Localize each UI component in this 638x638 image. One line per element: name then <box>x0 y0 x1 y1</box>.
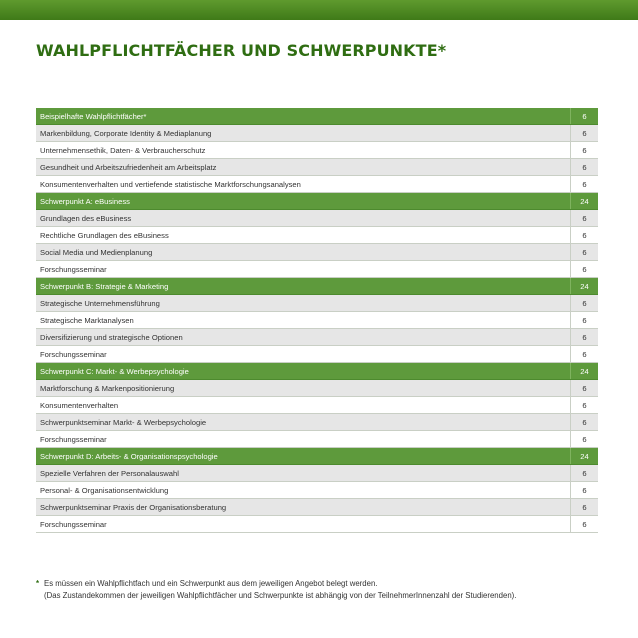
ects-value: 6 <box>570 261 598 277</box>
ects-value: 6 <box>570 346 598 362</box>
table-row <box>36 431 598 448</box>
table-section-header <box>36 193 598 210</box>
ects-value: 6 <box>570 295 598 311</box>
module-name: Personal- & Organisationsentwicklung <box>40 485 169 495</box>
table-row <box>36 346 598 363</box>
ects-value: 6 <box>570 108 598 124</box>
ects-value: 6 <box>570 176 598 192</box>
table-section-header <box>36 363 598 380</box>
ects-value: 6 <box>570 142 598 158</box>
ects-value: 6 <box>570 312 598 328</box>
ects-value: 6 <box>570 465 598 481</box>
table-row <box>36 465 598 482</box>
table-section-header <box>36 108 598 125</box>
table-row <box>36 227 598 244</box>
module-name: Grundlagen des eBusiness <box>40 213 132 223</box>
ects-value: 6 <box>570 159 598 175</box>
table-row <box>36 414 598 431</box>
module-name: Gesundheit und Arbeitszufriedenheit am Arbeitsplatz <box>40 162 217 172</box>
module-name: Schwerpunktseminar Praxis der Organisationsberatung <box>40 502 227 512</box>
module-name: Markenbildung, Corporate Identity & Mediaplanung <box>40 128 212 138</box>
module-name: Spezielle Verfahren der Personalauswahl <box>40 468 179 478</box>
ects-value: 24 <box>570 278 598 294</box>
table-row <box>36 125 598 142</box>
table-row <box>36 295 598 312</box>
ects-value: 6 <box>570 516 598 532</box>
footnote <box>36 578 626 602</box>
table-row <box>36 380 598 397</box>
footnote-line-2: (Das Zustandekommen der jeweiligen Wahlpflichtfächer und Schwerpunkte ist abhängig von der TeilnehmerInnenzahl der Studierenden). <box>44 591 517 600</box>
module-name: Schwerpunktseminar Markt- & Werbepsychologie <box>40 417 207 427</box>
page-title: WAHLPFLICHTFÄCHER UND SCHWERPUNKTE* <box>36 41 447 60</box>
table-row <box>36 159 598 176</box>
module-name: Social Media und Medienplanung <box>40 247 153 257</box>
module-name: Schwerpunkt D: Arbeits- & Organisationspsychologie <box>40 451 218 461</box>
ects-value: 6 <box>570 414 598 430</box>
module-name: Forschungsseminar <box>40 434 107 444</box>
module-name: Forschungsseminar <box>40 264 107 274</box>
table-row <box>36 244 598 261</box>
module-name: Strategische Marktanalysen <box>40 315 134 325</box>
ects-value: 6 <box>570 244 598 260</box>
module-name: Marktforschung & Markenpositionierung <box>40 383 175 393</box>
ects-value: 6 <box>570 329 598 345</box>
table-row <box>36 312 598 329</box>
module-name: Diversifizierung und strategische Optionen <box>40 332 183 342</box>
modules-table <box>36 108 598 533</box>
ects-value: 6 <box>570 227 598 243</box>
ects-value: 6 <box>570 431 598 447</box>
table-section-header <box>36 448 598 465</box>
module-name: Unternehmensethik, Daten- & Verbraucherschutz <box>40 145 206 155</box>
module-name: Rechtliche Grundlagen des eBusiness <box>40 230 169 240</box>
module-name: Schwerpunkt A: eBusiness <box>40 196 130 206</box>
ects-value: 24 <box>570 193 598 209</box>
ects-value: 6 <box>570 499 598 515</box>
module-name: Konsumentenverhalten <box>40 400 119 410</box>
module-name: Beispielhafte Wahlpflichtfächer* <box>40 111 147 121</box>
table-row <box>36 397 598 414</box>
table-section-header <box>36 278 598 295</box>
footnote-marker: * <box>36 579 40 588</box>
ects-value: 6 <box>570 482 598 498</box>
module-name: Strategische Unternehmensführung <box>40 298 160 308</box>
ects-value: 24 <box>570 363 598 379</box>
footnote-line-1: Es müssen ein Wahlpflichtfach und ein Schwerpunkt aus dem jeweiligen Angebot belegt werden. <box>44 579 378 588</box>
table-row <box>36 142 598 159</box>
ects-value: 6 <box>570 397 598 413</box>
module-name: Forschungsseminar <box>40 519 107 529</box>
ects-value: 24 <box>570 448 598 464</box>
module-name: Forschungsseminar <box>40 349 107 359</box>
ects-value: 6 <box>570 125 598 141</box>
ects-value: 6 <box>570 380 598 396</box>
module-name: Schwerpunkt B: Strategie & Marketing <box>40 281 169 291</box>
top-green-bar <box>0 0 638 20</box>
table-row <box>36 176 598 193</box>
table-row <box>36 210 598 227</box>
table-row <box>36 499 598 516</box>
table-row <box>36 261 598 278</box>
table-row <box>36 516 598 533</box>
module-name: Schwerpunkt C: Markt- & Werbepsychologie <box>40 366 189 376</box>
module-name: Konsumentenverhalten und vertiefende statistische Marktforschungsanalysen <box>40 179 301 189</box>
table-row <box>36 329 598 346</box>
table-row <box>36 482 598 499</box>
ects-value: 6 <box>570 210 598 226</box>
